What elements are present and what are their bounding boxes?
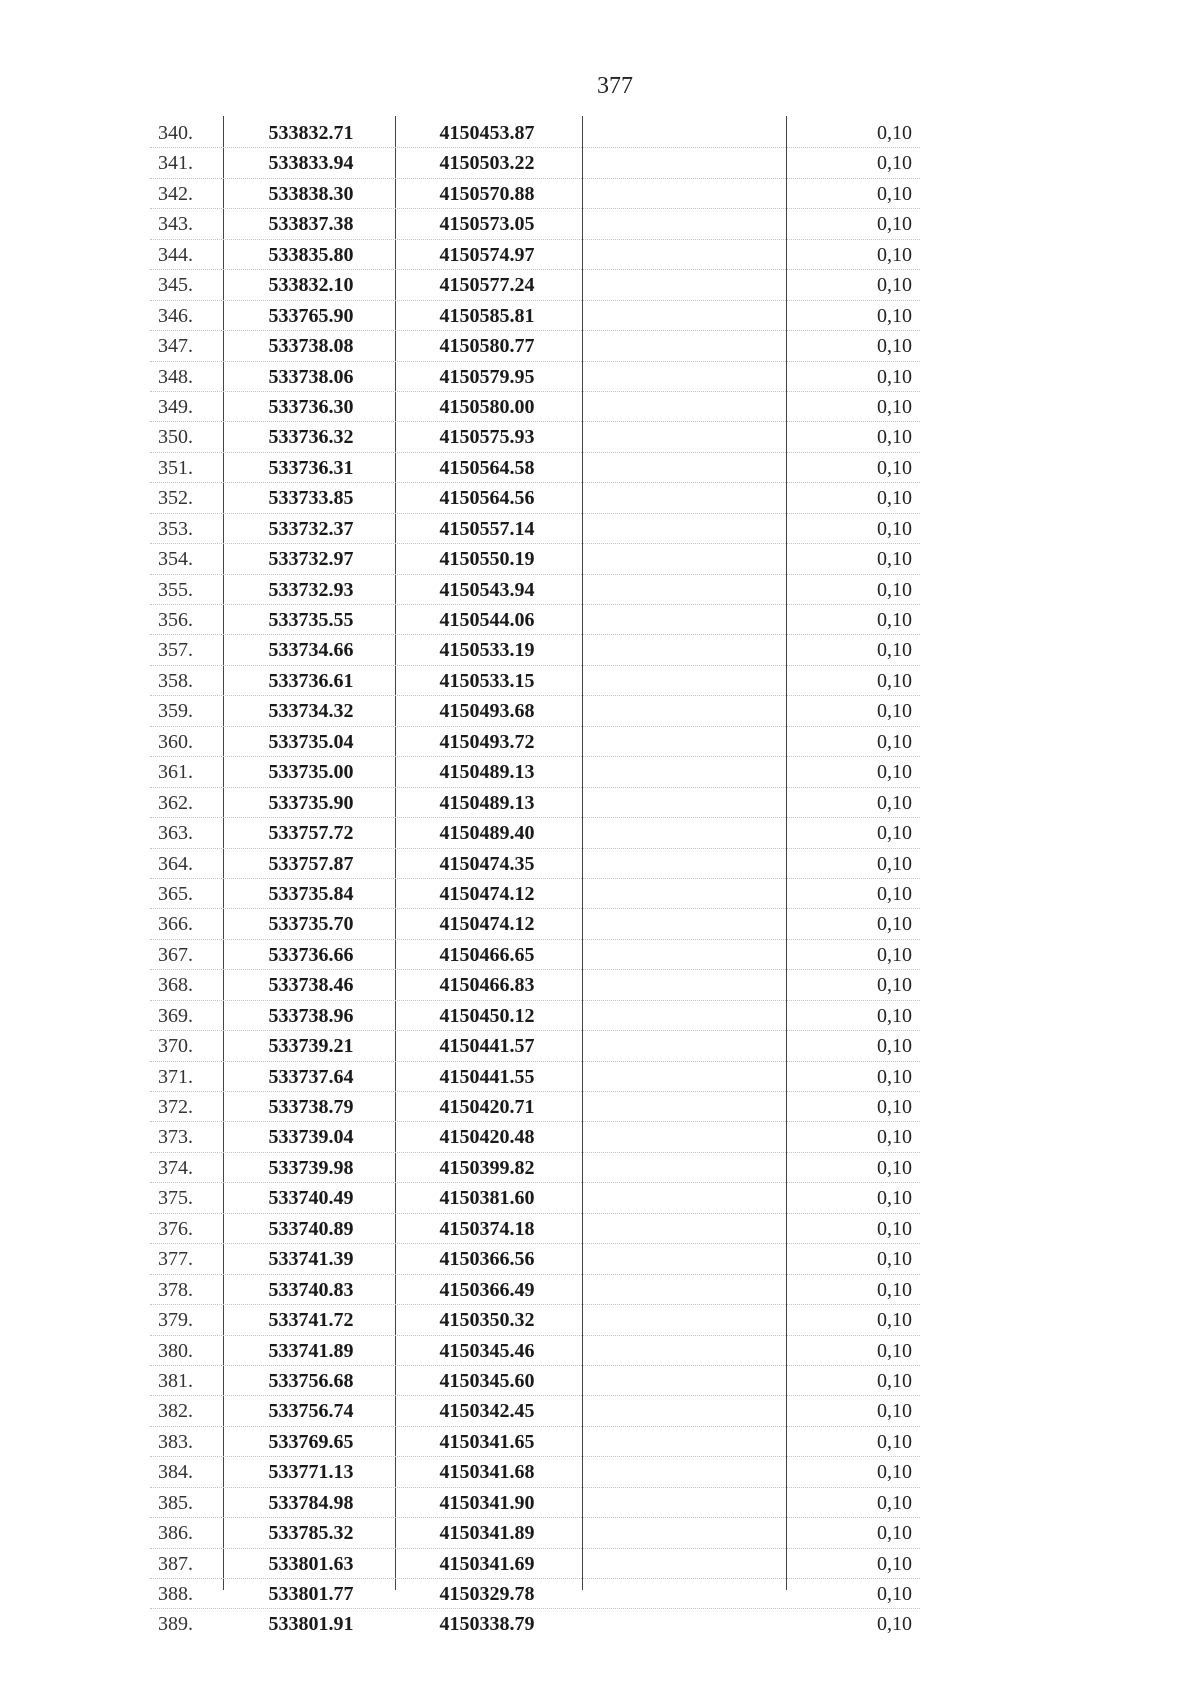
table-row [150, 970, 920, 1000]
tolerance-value: 0,10 [877, 1339, 912, 1362]
y-coordinate: 4150341.90 [439, 1491, 535, 1514]
table-row [150, 1183, 920, 1213]
row-number: 372. [158, 1096, 193, 1118]
x-coordinate: 533756.74 [268, 1400, 354, 1423]
y-coordinate: 4150341.89 [439, 1522, 535, 1545]
tolerance-value: 0,10 [877, 1156, 912, 1179]
x-coordinate: 533785.32 [268, 1522, 354, 1545]
table-row [150, 666, 920, 696]
tolerance-value: 0,10 [877, 487, 912, 510]
y-coordinate: 4150341.65 [439, 1430, 535, 1453]
tolerance-value: 0,10 [877, 1552, 912, 1575]
y-coordinate: 4150366.56 [439, 1248, 535, 1271]
row-number: 381. [158, 1369, 193, 1392]
table-row [150, 575, 920, 605]
row-number: 345. [158, 274, 193, 297]
table-row [150, 727, 920, 757]
y-coordinate: 4150374.18 [439, 1217, 535, 1240]
y-coordinate: 4150450.12 [439, 1004, 535, 1027]
y-coordinate: 4150580.00 [439, 395, 535, 418]
x-coordinate: 533771.13 [268, 1461, 354, 1484]
table-row [150, 1457, 920, 1487]
table-row [150, 940, 920, 970]
row-number: 385. [158, 1491, 193, 1514]
row-number: 369. [158, 1004, 193, 1027]
y-coordinate: 4150493.68 [439, 700, 535, 723]
tolerance-value: 0,10 [877, 578, 912, 601]
y-coordinate: 4150577.24 [439, 274, 535, 297]
row-number: 371. [158, 1065, 193, 1088]
x-coordinate: 533734.66 [268, 639, 354, 662]
x-coordinate: 533736.66 [268, 943, 354, 966]
row-number: 340. [158, 122, 193, 144]
tolerance-value: 0,10 [877, 943, 912, 966]
table-row [150, 1609, 920, 1638]
y-coordinate: 4150350.32 [439, 1309, 535, 1332]
x-coordinate: 533832.10 [268, 274, 354, 297]
row-number: 376. [158, 1217, 193, 1240]
y-coordinate: 4150489.13 [439, 761, 535, 784]
x-coordinate: 533735.70 [268, 913, 354, 936]
tolerance-value: 0,10 [877, 761, 912, 784]
table-row [150, 757, 920, 787]
row-number: 351. [158, 456, 193, 479]
y-coordinate: 4150503.22 [439, 152, 535, 175]
y-coordinate: 4150381.60 [439, 1187, 535, 1210]
tolerance-value: 0,10 [877, 609, 912, 631]
table-row [150, 1153, 920, 1183]
table-row [150, 1518, 920, 1548]
table-row [150, 392, 920, 422]
x-coordinate: 533735.04 [268, 730, 354, 753]
table-row [150, 331, 920, 361]
x-coordinate: 533738.79 [268, 1096, 354, 1118]
table-row [150, 1214, 920, 1244]
row-number: 356. [158, 609, 193, 631]
y-coordinate: 4150543.94 [439, 578, 535, 601]
y-coordinate: 4150574.97 [439, 243, 535, 266]
row-number: 358. [158, 669, 193, 692]
x-coordinate: 533838.30 [268, 182, 354, 205]
y-coordinate: 4150564.58 [439, 456, 535, 479]
x-coordinate: 533736.30 [268, 395, 354, 418]
table-row [150, 1427, 920, 1457]
y-coordinate: 4150544.06 [439, 609, 535, 631]
row-number: 386. [158, 1522, 193, 1545]
y-coordinate: 4150585.81 [439, 304, 535, 327]
tolerance-value: 0,10 [877, 1522, 912, 1545]
row-number: 342. [158, 182, 193, 205]
tolerance-value: 0,10 [877, 1096, 912, 1118]
x-coordinate: 533740.83 [268, 1278, 354, 1301]
y-coordinate: 4150489.40 [439, 822, 535, 845]
tolerance-value: 0,10 [877, 1613, 912, 1636]
y-coordinate: 4150441.55 [439, 1065, 535, 1088]
x-coordinate: 533732.97 [268, 548, 354, 571]
table-row [150, 270, 920, 300]
tolerance-value: 0,10 [877, 1065, 912, 1088]
table-row [150, 1579, 920, 1609]
y-coordinate: 4150557.14 [439, 517, 535, 540]
tolerance-value: 0,10 [877, 517, 912, 540]
tolerance-value: 0,10 [877, 974, 912, 997]
table-row [150, 301, 920, 331]
table-row [150, 362, 920, 392]
table-row [150, 148, 920, 178]
row-number: 382. [158, 1400, 193, 1423]
tolerance-value: 0,10 [877, 882, 912, 905]
tolerance-value: 0,10 [877, 213, 912, 236]
row-number: 363. [158, 822, 193, 845]
y-coordinate: 4150466.83 [439, 974, 535, 997]
row-number: 370. [158, 1035, 193, 1058]
table-row [150, 1488, 920, 1518]
y-coordinate: 4150345.46 [439, 1339, 535, 1362]
tolerance-value: 0,10 [877, 122, 912, 144]
tolerance-value: 0,10 [877, 822, 912, 845]
table-row [150, 788, 920, 818]
x-coordinate: 533735.90 [268, 791, 354, 814]
x-coordinate: 533741.72 [268, 1309, 354, 1332]
x-coordinate: 533738.96 [268, 1004, 354, 1027]
table-row [150, 179, 920, 209]
tolerance-value: 0,10 [877, 456, 912, 479]
x-coordinate: 533738.46 [268, 974, 354, 997]
row-number: 347. [158, 335, 193, 358]
tolerance-value: 0,10 [877, 1126, 912, 1149]
row-number: 352. [158, 487, 193, 510]
row-number: 353. [158, 517, 193, 540]
y-coordinate: 4150345.60 [439, 1369, 535, 1392]
x-coordinate: 533737.64 [268, 1065, 354, 1088]
x-coordinate: 533732.93 [268, 578, 354, 601]
x-coordinate: 533739.21 [268, 1035, 354, 1058]
x-coordinate: 533739.04 [268, 1126, 354, 1149]
tolerance-value: 0,10 [877, 1309, 912, 1332]
row-number: 374. [158, 1156, 193, 1179]
y-coordinate: 4150550.19 [439, 548, 535, 571]
row-number: 378. [158, 1278, 193, 1301]
table-row [150, 635, 920, 665]
table-row [150, 1396, 920, 1426]
x-coordinate: 533741.39 [268, 1248, 354, 1271]
row-number: 355. [158, 578, 193, 601]
tolerance-value: 0,10 [877, 182, 912, 205]
y-coordinate: 4150341.68 [439, 1461, 535, 1484]
x-coordinate: 533735.00 [268, 761, 354, 784]
row-number: 357. [158, 639, 193, 662]
row-number: 373. [158, 1126, 193, 1149]
x-coordinate: 533738.06 [268, 365, 354, 388]
y-coordinate: 4150338.79 [439, 1613, 535, 1636]
row-number: 360. [158, 730, 193, 753]
tolerance-value: 0,10 [877, 1004, 912, 1027]
tolerance-value: 0,10 [877, 365, 912, 388]
tolerance-value: 0,10 [877, 395, 912, 418]
x-coordinate: 533833.94 [268, 152, 354, 175]
row-number: 377. [158, 1248, 193, 1271]
x-coordinate: 533801.77 [268, 1583, 354, 1605]
tolerance-value: 0,10 [877, 426, 912, 449]
row-number: 368. [158, 974, 193, 997]
tolerance-value: 0,10 [877, 730, 912, 753]
table-row [150, 818, 920, 848]
row-number: 361. [158, 761, 193, 784]
tolerance-value: 0,10 [877, 1248, 912, 1271]
table-row [150, 209, 920, 239]
y-coordinate: 4150366.49 [439, 1278, 535, 1301]
row-number: 365. [158, 882, 193, 905]
y-coordinate: 4150329.78 [439, 1583, 535, 1605]
table-row [150, 544, 920, 574]
table-row [150, 1092, 920, 1122]
y-coordinate: 4150441.57 [439, 1035, 535, 1058]
tolerance-value: 0,10 [877, 1461, 912, 1484]
y-coordinate: 4150420.48 [439, 1126, 535, 1149]
table-row [150, 118, 920, 148]
x-coordinate: 533757.87 [268, 852, 354, 875]
tolerance-value: 0,10 [877, 1430, 912, 1453]
y-coordinate: 4150420.71 [439, 1096, 535, 1118]
row-number: 354. [158, 548, 193, 571]
table-row [150, 240, 920, 270]
row-number: 389. [158, 1613, 193, 1636]
table-row [150, 1549, 920, 1579]
table-row [150, 849, 920, 879]
row-number: 387. [158, 1552, 193, 1575]
x-coordinate: 533739.98 [268, 1156, 354, 1179]
x-coordinate: 533801.91 [268, 1613, 354, 1636]
row-number: 359. [158, 700, 193, 723]
tolerance-value: 0,10 [877, 1035, 912, 1058]
x-coordinate: 533741.89 [268, 1339, 354, 1362]
table-row [150, 1336, 920, 1366]
row-number: 344. [158, 243, 193, 266]
row-number: 384. [158, 1461, 193, 1484]
row-number: 341. [158, 152, 193, 175]
x-coordinate: 533732.37 [268, 517, 354, 540]
x-coordinate: 533801.63 [268, 1552, 354, 1575]
x-coordinate: 533765.90 [268, 304, 354, 327]
tolerance-value: 0,10 [877, 913, 912, 936]
y-coordinate: 4150474.12 [439, 913, 535, 936]
table-row [150, 1031, 920, 1061]
y-coordinate: 4150570.88 [439, 182, 535, 205]
x-coordinate: 533756.68 [268, 1369, 354, 1392]
y-coordinate: 4150399.82 [439, 1156, 535, 1179]
x-coordinate: 533832.71 [268, 122, 354, 144]
table-row [150, 1275, 920, 1305]
coordinates-table [150, 118, 920, 1639]
x-coordinate: 533837.38 [268, 213, 354, 236]
tolerance-value: 0,10 [877, 304, 912, 327]
x-coordinate: 533735.84 [268, 882, 354, 905]
row-number: 364. [158, 852, 193, 875]
tolerance-value: 0,10 [877, 1278, 912, 1301]
x-coordinate: 533740.49 [268, 1187, 354, 1210]
y-coordinate: 4150533.15 [439, 669, 535, 692]
row-number: 366. [158, 913, 193, 936]
row-number: 349. [158, 395, 193, 418]
tolerance-value: 0,10 [877, 243, 912, 266]
row-number: 367. [158, 943, 193, 966]
x-coordinate: 533734.32 [268, 700, 354, 723]
x-coordinate: 533736.32 [268, 426, 354, 449]
table-row [150, 605, 920, 635]
tolerance-value: 0,10 [877, 1583, 912, 1605]
table-row [150, 483, 920, 513]
row-number: 388. [158, 1583, 193, 1605]
x-coordinate: 533736.31 [268, 456, 354, 479]
tolerance-value: 0,10 [877, 548, 912, 571]
row-number: 380. [158, 1339, 193, 1362]
row-number: 383. [158, 1430, 193, 1453]
table-row [150, 909, 920, 939]
tolerance-value: 0,10 [877, 639, 912, 662]
x-coordinate: 533740.89 [268, 1217, 354, 1240]
row-number: 346. [158, 304, 193, 327]
y-coordinate: 4150341.69 [439, 1552, 535, 1575]
table-row [150, 422, 920, 452]
y-coordinate: 4150573.05 [439, 213, 535, 236]
tolerance-value: 0,10 [877, 1187, 912, 1210]
row-number: 350. [158, 426, 193, 449]
tolerance-value: 0,10 [877, 274, 912, 297]
table-row [150, 879, 920, 909]
y-coordinate: 4150474.12 [439, 882, 535, 905]
x-coordinate: 533738.08 [268, 335, 354, 358]
row-number: 348. [158, 365, 193, 388]
tolerance-value: 0,10 [877, 1400, 912, 1423]
tolerance-value: 0,10 [877, 335, 912, 358]
tolerance-value: 0,10 [877, 791, 912, 814]
table-row [150, 696, 920, 726]
table-row [150, 1001, 920, 1031]
table-row [150, 1062, 920, 1092]
y-coordinate: 4150579.95 [439, 365, 535, 388]
table-row [150, 514, 920, 544]
y-coordinate: 4150466.65 [439, 943, 535, 966]
y-coordinate: 4150533.19 [439, 639, 535, 662]
x-coordinate: 533733.85 [268, 487, 354, 510]
y-coordinate: 4150493.72 [439, 730, 535, 753]
table-row [150, 1366, 920, 1396]
x-coordinate: 533757.72 [268, 822, 354, 845]
table-row [150, 453, 920, 483]
tolerance-value: 0,10 [877, 852, 912, 875]
table-row [150, 1122, 920, 1152]
row-number: 379. [158, 1309, 193, 1332]
page-number: 377 [597, 73, 633, 99]
y-coordinate: 4150564.56 [439, 487, 535, 510]
table-row [150, 1305, 920, 1335]
y-coordinate: 4150453.87 [439, 122, 535, 144]
x-coordinate: 533784.98 [268, 1491, 354, 1514]
tolerance-value: 0,10 [877, 1369, 912, 1392]
tolerance-value: 0,10 [877, 669, 912, 692]
y-coordinate: 4150489.13 [439, 791, 535, 814]
x-coordinate: 533769.65 [268, 1430, 354, 1453]
row-number: 375. [158, 1187, 193, 1210]
x-coordinate: 533736.61 [268, 669, 354, 692]
table-row [150, 1244, 920, 1274]
tolerance-value: 0,10 [877, 1217, 912, 1240]
x-coordinate: 533735.55 [268, 609, 354, 631]
row-number: 343. [158, 213, 193, 236]
y-coordinate: 4150580.77 [439, 335, 535, 358]
tolerance-value: 0,10 [877, 152, 912, 175]
x-coordinate: 533835.80 [268, 243, 354, 266]
y-coordinate: 4150575.93 [439, 426, 535, 449]
y-coordinate: 4150342.45 [439, 1400, 535, 1423]
tolerance-value: 0,10 [877, 1491, 912, 1514]
y-coordinate: 4150474.35 [439, 852, 535, 875]
row-number: 362. [158, 791, 193, 814]
tolerance-value: 0,10 [877, 700, 912, 723]
